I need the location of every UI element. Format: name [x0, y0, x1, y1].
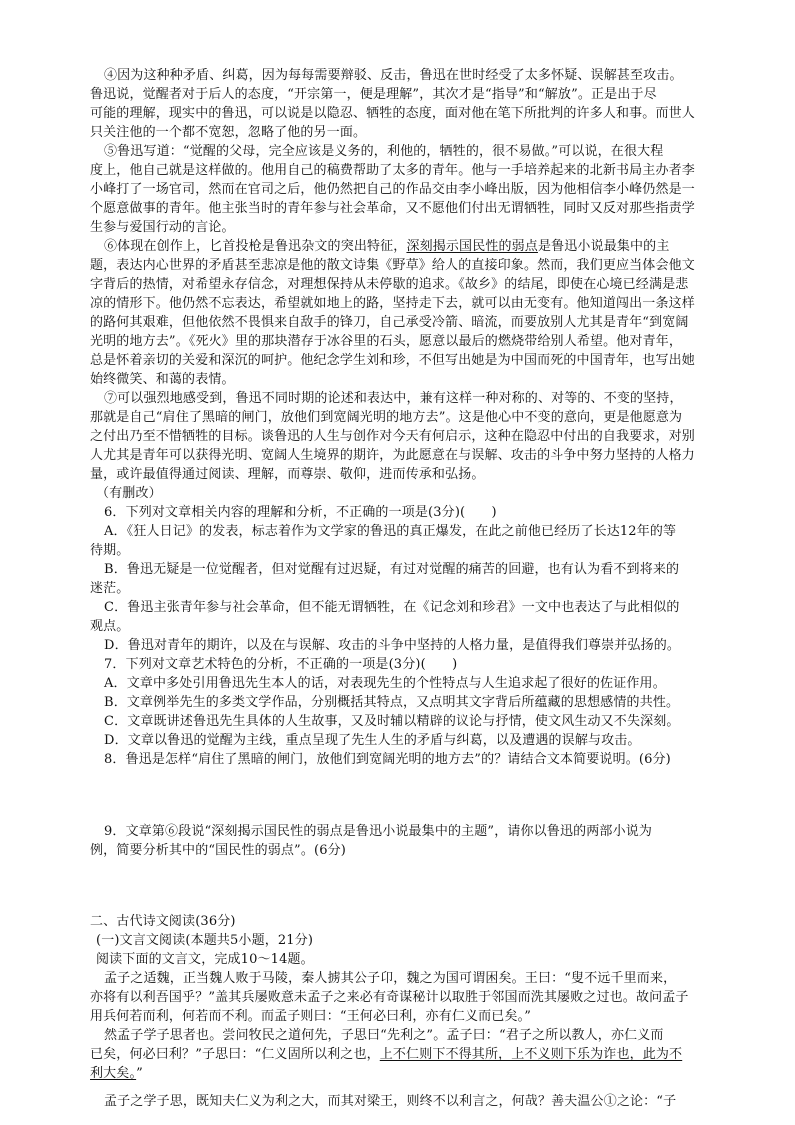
text-line: 度上，他自己就是这样做的。他用自己的稿费帮助了太多的青年。他与一手培养起来的北新书局主办者李	[90, 163, 695, 178]
option-line: D．文章以鲁迅的觉醒为主线，重点呈现了先生人生的矛盾与纠葛，以及遭遇的误解与攻击。	[104, 733, 641, 748]
text-line: 可能的理解，现实中的鲁迅，可以说是以隐忍、牺牲的态度，面对他在笔下所批判的许多人和事。而世人	[90, 106, 695, 121]
option-line: A．《狂人日记》的发表，标志着作为文学家的鲁迅的真正爆发，在此之前他已经历了长达12年的等	[104, 524, 677, 539]
option-line: C．鲁迅主张青年参与社会革命，但不能无谓牺牲，在《记念刘和珍君》一文中也表达了与此相似的	[104, 600, 680, 615]
classical-text-line: 用兵何若而利，何若而不利。而孟子则曰：“王何必曰利，亦有仁义而已矣。”	[90, 1009, 532, 1024]
text-line: 量，或许最值得通过阅读、理解，而尊崇、敬仰，进而传承和弘扬。	[90, 467, 485, 482]
question-6: 6．下列对文章相关内容的理解和分析，不正确的一项是(3分)( )	[104, 505, 497, 520]
underlined-phrase: 深刻揭示国民性的弱点	[406, 239, 538, 254]
text-line: 始终微笑、和蔼的表情。	[90, 372, 235, 387]
question-7: 7．下列对文章艺术特色的分析，不正确的一项是(3分)( )	[104, 657, 458, 672]
text-line: 的路何其艰难，但他依然不畏惧来自敌手的锋刀，自己承受冷箭、暗流，而要放别人尤其是青年“到宽阔	[90, 315, 689, 330]
classical-text-line: 孟子之适魏，正当魏人败于马陵，秦人掳其公子卬，魏之为国可谓困矣。王曰：“叟不远千里而来，	[104, 971, 677, 986]
question-9: 9．文章第⑥段说“深刻揭示国民性的弱点是鲁迅小说最集中的主题”，请你以鲁迅的两部小说为	[104, 824, 653, 839]
text-line: ④因为这种种矛盾、纠葛，因为每每需要辩驳、反击，鲁迅在世时经受了太多怀疑、误解甚至攻击。	[104, 68, 683, 83]
source-note: （有删改）	[96, 486, 162, 501]
option-line: D．鲁迅对青年的期许，以及在与误解、攻击的斗争中坚持的人格力量，是值得我们尊崇并弘扬的。	[104, 638, 681, 653]
classical-text-line	[90, 1045, 682, 1064]
text-line: 鲁迅说，觉醒者对于后人的态度，“开宗第一，便是理解”，其次才是“指导”和“解放”。正是出于尽	[90, 87, 657, 102]
classical-text-line: 亦将有以利吾国乎？”盖其兵屡败意未孟子之来必有奇谋秘计以取胜于邻国而洗其屡败之过也。故问孟子	[90, 990, 689, 1005]
question-9-cont: 例，简要分析其中的“国民性的弱点”。(6分)	[90, 843, 347, 858]
text-segment: 是鲁迅小说最集中的主	[537, 239, 670, 254]
underlined-phrase: 利大矣。	[90, 1066, 137, 1081]
text-segment: ⑥体现在创作上，匕首投枪是鲁迅杂文的突出特征，	[104, 239, 407, 254]
underlined-phrase: 上不仁则下不得其所，上不义则下乐为诈也，此为不	[379, 1047, 683, 1062]
question-8: 8．鲁迅是怎样“肩住了黑暗的闸门，放他们到宽阔光明的地方去”的？请结合文本简要说明。(6分)	[104, 752, 671, 767]
text-line: 光明的地方去”。《死火》里的那块潜存于冰谷里的石头，愿意以最后的燃烧带给别人希望。他对青年，	[90, 334, 683, 349]
text-line: 总是怀着亲切的关爱和深沉的呵护。他纪念学生刘和珍，不但写出她是为中国而死的中国青年，也写出她	[90, 353, 695, 368]
subsection-heading: (一)文言文阅读(本题共5小题，21分)	[96, 933, 314, 948]
classical-text-line: 孟子之学子思，既知夫仁义为利之大，而其对梁王，则终不以利言之，何哉？善夫温公①之论：“子	[104, 1094, 677, 1109]
text-line: 只关注他的一个都不宽恕，忽略了他的另一面。	[90, 125, 367, 140]
text-line: 题，表达内心世界的矛盾甚至悲凉是他的散文诗集《野草》给人的直接印象。然而，我们更应当体会他文	[90, 258, 695, 273]
text-line: ⑦可以强烈地感受到，鲁迅不同时期的论述和表达中，兼有这样一种对称的、对等的、不变的坚持，	[104, 391, 683, 406]
option-line: 观点。	[90, 619, 130, 634]
option-line: A．文章中多处引用鲁迅先生本人的话，对表现先生的个性特点与人生追求起了很好的佐证作用。	[104, 676, 666, 691]
text-line: 生参与爱国行动的言论。	[90, 220, 235, 235]
text-line: 那就是自己“肩住了黑暗的闸门，放他们到宽阔光明的地方去”。这是他心中不变的意向，更是他愿意为	[90, 410, 683, 425]
section-heading: 二、古代诗文阅读(36分)	[90, 914, 236, 929]
option-line: B．鲁迅无疑是一位觉醒者，但对觉醒有过迟疑，有过对觉醒的痛苦的回避，也有认为看不到将来的	[104, 562, 680, 577]
instruction: 阅读下面的文言文，完成10～14题。	[96, 952, 314, 967]
text-line: 小峰打了一场官司，然而在官司之后，他仍然把自己的作品交由李小峰出版，因为他相信李小峰仍然是一	[90, 182, 695, 197]
classical-text-line: 然孟子学子思者也。尝问牧民之道何先，子思曰“先利之”。孟子曰：“君子之所以教人，亦仁义而	[104, 1028, 664, 1043]
text-line: 之付出乃至不惜牺牲的目标。谈鲁迅的人生与创作对今天有何启示，这种在隐忍中付出的自我要求，对别	[90, 429, 695, 444]
classical-text-line	[90, 1064, 143, 1083]
text-segment: 已矣，何必曰利？”子思曰：“仁义固所以利之也，	[90, 1047, 380, 1062]
option-line: C．文章既讲述鲁迅先生具体的人生故事，又及时辅以精辟的议论与抒情，使文风生动又不失深刻。	[104, 714, 680, 729]
option-line: B．文章例举先生的多类文学作品，分别概括其特点，又点明其文字背后所蕴藏的思想感情的共性。	[104, 695, 680, 710]
text-line: 人尤其是青年可以获得光明、宽阔人生境界的期许，为此愿意在与误解、攻击的斗争中努力坚持的人格力	[90, 448, 695, 463]
text-line	[104, 237, 669, 256]
option-line: 迷茫。	[90, 581, 130, 596]
text-line: ⑤鲁迅写道：“觉醒的父母，完全应该是义务的，利他的，牺牲的，很不易做。”可以说，在很大程	[104, 144, 664, 159]
text-line: 字背后的热情，对希望永存信念，对理想保持从未停歇的追求。《故乡》的结尾，即使在心境已经满是悲	[90, 277, 689, 292]
text-line: 凉的情形下。他仍然不忘表达，希望就如地上的路，坚持走下去，就可以由无变有。他知道闯出一条这样	[90, 296, 695, 311]
text-segment: ”	[136, 1066, 143, 1081]
option-line: 待期。	[90, 543, 130, 558]
text-line: 个愿意做事的青年。他主张当时的青年参与社会革命，又不愿他们付出无谓牺牲，同时又反对那些指责学	[90, 201, 695, 216]
